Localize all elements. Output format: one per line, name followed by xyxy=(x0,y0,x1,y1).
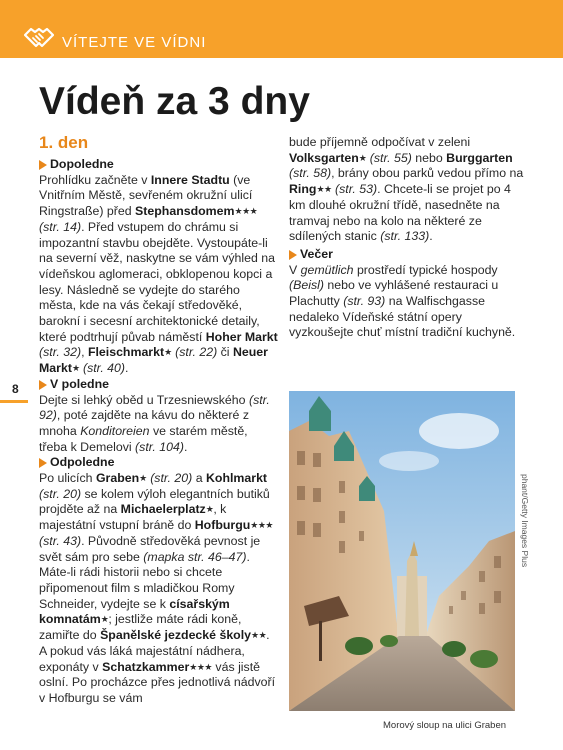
place-name: Neuer Markt xyxy=(39,345,268,376)
section-heading-label: Večer xyxy=(300,246,333,261)
rating-stars: ★ xyxy=(139,473,147,484)
graben-street-photo xyxy=(289,391,515,711)
place-name: Stephansdomem xyxy=(135,204,235,219)
right-column xyxy=(289,135,529,341)
section-heading-odpoledne xyxy=(39,455,279,471)
rating-stars: ★ xyxy=(358,152,367,163)
foreign-term: Konditoreien xyxy=(80,423,150,438)
triangle-bullet-icon xyxy=(289,250,297,260)
section-heading-dopoledne xyxy=(39,157,279,173)
page-number: 8 xyxy=(12,382,19,396)
page-title: Vídeň za 3 dny xyxy=(39,80,310,123)
page-reference: (str. 43) xyxy=(39,533,82,548)
place-name: Ring xyxy=(289,182,317,197)
photo-caption: Morový sloup na ulici Graben xyxy=(383,720,507,731)
rating-stars: ★★★ xyxy=(250,520,274,531)
page-reference: (str. 93) xyxy=(343,294,386,309)
place-name: Graben xyxy=(95,471,140,486)
page-reference: (str. 104) xyxy=(135,439,184,454)
place-name: Innere Stadtu xyxy=(150,172,230,187)
page-reference: (str. 20) xyxy=(39,486,82,501)
paragraph-odpoledne: Po ulicích Graben★ (str. 20) a Kohlmarkt (str. 20) se kolem výloh elegantních butiků projděte až na Michaelerplatz★, k majestátní vstupní bráně do Hofburgu★★★ (str. 43). Původně středověká pevnost je svět sám pro sebe (mapka str. 46–47). Máte-li rádi historii nebo si chcete připomenout film s mladičkou Romy Schneider, vydejte se k císařským komnatám★; jestliže máte rádi koně, zamiřte do Španělské jezdecké školy★★. A pokud vás láká majestátní nádhera, exponáty v Schatzkammer★★★ vás jistě oslní. Po procházce přes jednotlivá nádvoří v Hofburgu se vám xyxy=(39,471,276,705)
photo-credit xyxy=(520,474,532,594)
page-reference: (str. 133) xyxy=(380,229,430,244)
page-reference: (mapka str. 46–47) xyxy=(143,549,247,564)
rating-stars: ★★ xyxy=(316,184,332,195)
place-name: Fleischmarkt xyxy=(87,345,165,360)
rating-stars: ★★★ xyxy=(189,661,212,672)
rating-stars: ★★★ xyxy=(234,206,258,217)
rating-stars: ★ xyxy=(71,363,80,374)
place-name: Hoher Markt xyxy=(205,329,278,344)
page-reference: (str. 40) xyxy=(82,361,126,376)
page-reference: (str. 20) xyxy=(150,471,193,486)
section-heading-poledne xyxy=(39,377,279,393)
triangle-bullet-icon xyxy=(39,160,47,170)
page-reference: (str. 92) xyxy=(39,392,270,423)
place-name: Burggarten xyxy=(446,150,513,165)
rating-stars: ★ xyxy=(164,347,172,358)
section-heading-label: Dopoledne xyxy=(50,157,114,171)
day-heading: 1. den xyxy=(39,133,89,152)
page-number-rule xyxy=(0,400,28,403)
place-name: Volksgarten xyxy=(289,150,359,165)
foreign-term: (Beisl) xyxy=(289,278,324,293)
section-heading-vecer xyxy=(289,247,529,263)
handshake-icon xyxy=(24,26,54,48)
rating-stars: ★ xyxy=(100,614,109,625)
rating-stars: ★★ xyxy=(251,630,267,641)
place-name: Hofburgu xyxy=(194,518,251,533)
page-reference: (str. 32) xyxy=(39,345,82,360)
paragraph-dopoledne: Prohlídku začněte v Innere Stadtu (ve Vnitřním Městě, sevřeném okružní ulicí Ringstraße) před Stephansdomem★★★ (str. 14). Před vstupem do chrámu si impozantní stavbu obejděte. Vystoupáte-li na severní věž, naskytne se vám výhled na vídeňskou aglomeraci, obklopenou kopci a lesy. Následně se vydejte do starého města, kde na vás čekají středověké, barokní i secesní architektonické detaily, které podtrhují půvab náměstí Hoher Markt (str. 32), Fleischmarkt★ (str. 22) či Neuer Markt★ (str. 40). xyxy=(39,172,278,376)
place-name: Kohlmarkt xyxy=(206,471,268,486)
place-name: císařským komnatám xyxy=(39,596,230,627)
photo-credit-text: phant/Getty Images Plus xyxy=(520,474,530,568)
left-column xyxy=(39,132,279,707)
page-reference: (str. 55) xyxy=(369,150,412,165)
paragraph-continued: bude příjemně odpočívat v zeleni Volksgarten★ (str. 55) nebo Burggarten (str. 58), brány obou parků vedou přímo na Ring★★ (str. 53). Chcete-li se projet po 4 km dlouhé okružní třídě, nasedněte na tramvaj nebo na kolo na některé ze sdílených stanic (str. 133). xyxy=(289,135,524,244)
foreign-term: gemütlich xyxy=(300,262,354,277)
place-name: Španělské jezdecké školy xyxy=(100,628,252,643)
page-reference: (str. 58) xyxy=(289,166,332,181)
place-name: Michaelerplatz xyxy=(120,502,206,517)
paragraph-vecer: V gemütlich prostředí typické hospody (Beisl) nebo ve vyhlášené restauraci u Plachutty (str. 93) na Walfischgasse nedaleko Vídeňské státní opery vyzkoušejte chuť místní tradiční kuchyně. xyxy=(289,262,516,340)
triangle-bullet-icon xyxy=(39,458,47,468)
page-reference: (str. 53) xyxy=(335,182,378,197)
place-name: Schatzkammer xyxy=(102,659,190,674)
section-heading-label: Odpoledne xyxy=(50,455,115,470)
rating-stars: ★ xyxy=(205,504,214,515)
chapter-label: VÍTEJTE VE VÍDNI xyxy=(62,34,207,51)
paragraph-poledne: Dejte si lehký oběd u Trzesniewského (str. 92), poté zajděte na kávu do některé z mnoha Konditoreien ve starém městě, třeba k Demelovi (str. 104). xyxy=(39,392,270,454)
page-reference: (str. 22) xyxy=(175,345,218,360)
page-reference: (str. 14) xyxy=(39,219,82,234)
section-heading-label: V poledne xyxy=(50,376,109,391)
triangle-bullet-icon xyxy=(39,380,47,390)
